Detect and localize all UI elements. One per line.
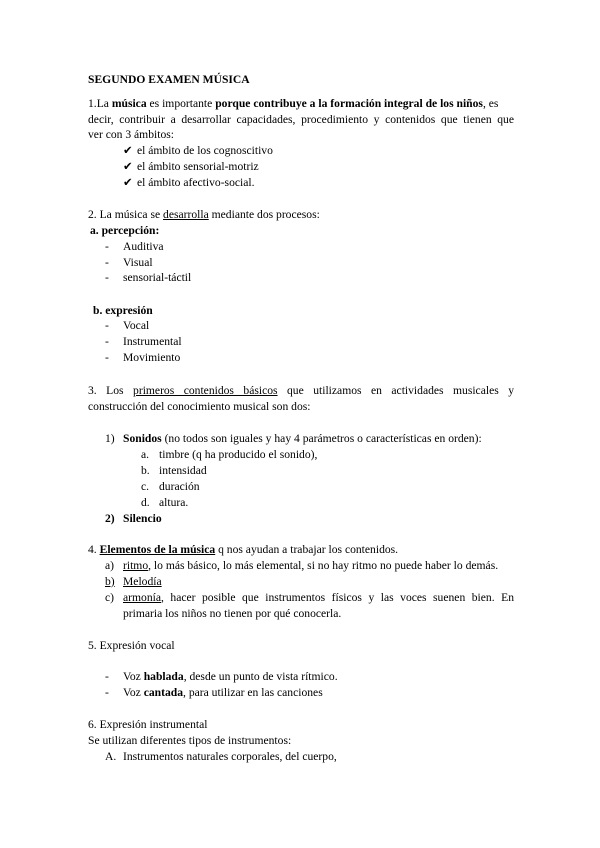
- q3-param: duración: [159, 480, 200, 493]
- q4-letter: b): [105, 575, 115, 588]
- q3-line2: construcción del conocimiento musical son dos:: [88, 400, 311, 413]
- q5-voz-hablada: Voz hablada, desde un punto de vista rítmico.: [123, 670, 338, 683]
- q4-letter: a): [105, 559, 115, 572]
- list-item: -: [105, 319, 109, 332]
- q1-item: ✔ el ámbito sensorial-motriz: [123, 160, 259, 173]
- list-item: -: [105, 686, 109, 699]
- q6-heading: 6. Expresión instrumental: [88, 718, 208, 731]
- q3-number-1: 1): [105, 432, 115, 445]
- q5-heading: 5. Expresión vocal: [88, 639, 175, 652]
- q4-armonia-line2: primaria los niños no tienen por qué conocerla.: [123, 607, 342, 620]
- q2-label-b: b. expresión: [93, 304, 153, 317]
- list-item: -: [105, 240, 109, 253]
- q4-ritmo: ritmo, lo más básico, lo más elemental, si no hay ritmo no puede haber lo demás.: [123, 559, 499, 572]
- q4-heading: 4. Elementos de la música q nos ayudan a trabajar los contenidos.: [88, 543, 399, 556]
- list-item-text: Visual: [123, 256, 153, 269]
- q3-letter: a.: [141, 448, 150, 461]
- q5-voz-cantada: Voz cantada, para utilizar en las canciones: [123, 686, 323, 699]
- q3-silencio: Silencio: [123, 512, 162, 525]
- list-item-text: Instrumental: [123, 335, 182, 348]
- q6-line2: Se utilizan diferentes tipos de instrumentos:: [88, 734, 292, 747]
- q2-heading: 2. La música se desarrolla mediante dos procesos:: [88, 208, 320, 221]
- check-icon: ✔: [123, 144, 133, 157]
- list-item-text: Movimiento: [123, 351, 181, 364]
- list-item-text: Auditiva: [123, 240, 164, 253]
- q4-armonia: armonía, hacer posible que instrumentos físicos y las voces suenen bien. En: [123, 591, 514, 604]
- q1-line1: 1.La música es importante porque contribuye a la formación integral de los niños, es: [88, 97, 499, 110]
- q6-letter: A.: [105, 750, 117, 763]
- q1-line3: ver con 3 ámbitos:: [88, 128, 174, 141]
- q3-param: altura.: [159, 496, 189, 509]
- q3-number-2: 2): [105, 512, 115, 525]
- q1-item: ✔ el ámbito afectivo-social.: [123, 176, 255, 189]
- q6-item-a: Instrumentos naturales corporales, del cuerpo,: [123, 750, 337, 763]
- list-item: -: [105, 670, 109, 683]
- q2-label-a: a. percepción:: [90, 224, 160, 237]
- q1-line2: decir, contribuir a desarrollar capacidades, procedimiento y contenidos que tienen que: [88, 113, 514, 126]
- list-item-text: sensorial-táctil: [123, 271, 192, 284]
- q3-letter: b.: [141, 464, 150, 477]
- list-item: -: [105, 351, 109, 364]
- q3-letter: d.: [141, 496, 150, 509]
- q1-item: ✔ el ámbito de los cognoscitivo: [123, 144, 273, 157]
- list-item: -: [105, 335, 109, 348]
- list-item: -: [105, 256, 109, 269]
- document-title: SEGUNDO EXAMEN MÚSICA: [88, 73, 250, 86]
- q3-sonidos: Sonidos (no todos son iguales y hay 4 parámetros o características en orden):: [123, 432, 482, 445]
- list-item-text: Vocal: [123, 319, 150, 332]
- list-item: -: [105, 271, 109, 284]
- q4-letter: c): [105, 591, 115, 604]
- q3-line1: 3. Los primeros contenidos básicos que utilizamos en actividades musicales y: [88, 384, 514, 397]
- q4-melodia: Melodía: [123, 575, 162, 588]
- check-icon: ✔: [123, 176, 133, 189]
- q3-letter: c.: [141, 480, 150, 493]
- q3-param: intensidad: [159, 464, 207, 477]
- check-icon: ✔: [123, 160, 133, 173]
- q3-param: timbre (q ha producido el sonido),: [159, 448, 318, 461]
